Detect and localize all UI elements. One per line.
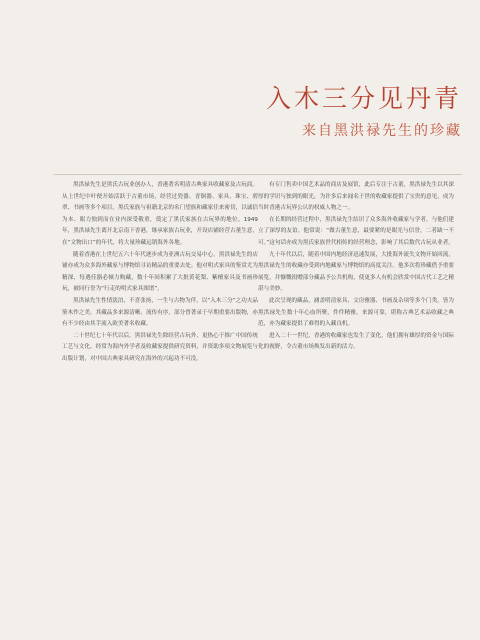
paragraph: 进入二十一世纪，香港的收藏家也发生了变化，他们拥有雄厚的资金与国际化的视野，令古董市场焕发出新的活力。 bbox=[258, 332, 454, 351]
article-title: 入木三分见丹青 bbox=[265, 84, 462, 113]
paragraph: 黑洪禄先生是黑氏古玩业创办人，香港著名明清古典家具收藏家及古玩商。从上世纪中叶便开始活跃于古董市场，经营过瓷器、青铜器、家具、珠宝、碧翠、书画等多个项目。黑氏家族与祖籍北京的名门望族和藏家往来密切，以诚信为本、眼力独到而在业内深受敬重，奠定了黑氏家族在古玩界的地位。1949年，黑洪禄先生离开北京南下香港，继承家族古玩业，开设店铺经营古董生意，在“文物出口”的年代，将大量珍藏远销海外各地。 bbox=[62, 182, 258, 246]
paragraph: 黑洪禄先生性情淡泊，不喜张扬，一生与古物为伴，以“入木三分”之功夫品鉴木作之美。其藏品多来源清晰、流传有序，部分曾著录于早期重要出版物，亦有不少经由其手流入欧美著名收藏。 bbox=[62, 297, 258, 328]
paragraph: 九十年代以后，随着中国内地经济迅速发展，大批海外流失文物开始回流，黑洪禄先生的收藏亦受到内地藏家与博物馆的高度关注。他多次将珍藏借予重要展览，并慷慨捐赠部分藏品予公共机构，使更多人有机会欣赏中国古代工艺之精湛与美妙。 bbox=[258, 251, 454, 293]
paragraph: 有专门售卖中国艺术品的商店及展馆，此后专注于古董，黑洪禄先生以其深厚的学识与独到的眼光，为许多后来闻名于世的收藏家提供了宝贵的意见，成为当时香港古玩界公认的权威人物之一。 bbox=[258, 182, 454, 212]
paragraph: 在长期的经营过程中，黑洪禄先生结识了众多海外收藏家与学者，与他们建立了深厚的友谊。他常说：“做古董生意，最要紧的是眼光与信誉，二者缺一不可。”这句话亦成为黑氏家族世代相传的经营理念，影响了其后数代古玩从业者。 bbox=[258, 216, 454, 246]
text-column-right bbox=[258, 180, 454, 626]
article-header bbox=[266, 84, 462, 140]
header-divider bbox=[54, 174, 462, 175]
article-subtitle: 来自黑洪禄先生的珍藏 bbox=[302, 123, 462, 139]
paragraph: 随着香港在上世纪五六十年代逐步成为亚洲古玩交易中心，黑洪禄先生的店铺亦成为众多海外藏家与博物馆寻访精品的重要去处。他对明式家具的鉴赏尤为精深，每遇佳器必倾力购藏，数十年间积累了大批黄花梨、紫檀家具及书画珍玩，被同行誉为“行走的明式家具图谱”。 bbox=[62, 251, 258, 293]
text-column-left bbox=[62, 180, 258, 626]
paragraph: 此次呈现的藏品，涵盖明清家具、文房雅器、书画及杂项等多个门类，皆为黑洪禄先生数十年心血所聚，件件精雅，来源可靠，堪称古典艺术品收藏之典范，亦为藏家提供了难得的入藏良机。 bbox=[258, 297, 454, 328]
paragraph: 二十世纪七十年代以后，黑洪禄先生除经营古玩外，更热心于推广中国传统工艺与文化，经常为海内外学者及收藏家提供研究资料，并资助多项文物展览与出版计划，对中国古典家具研究在海外的兴起功不可没。 bbox=[62, 332, 258, 362]
